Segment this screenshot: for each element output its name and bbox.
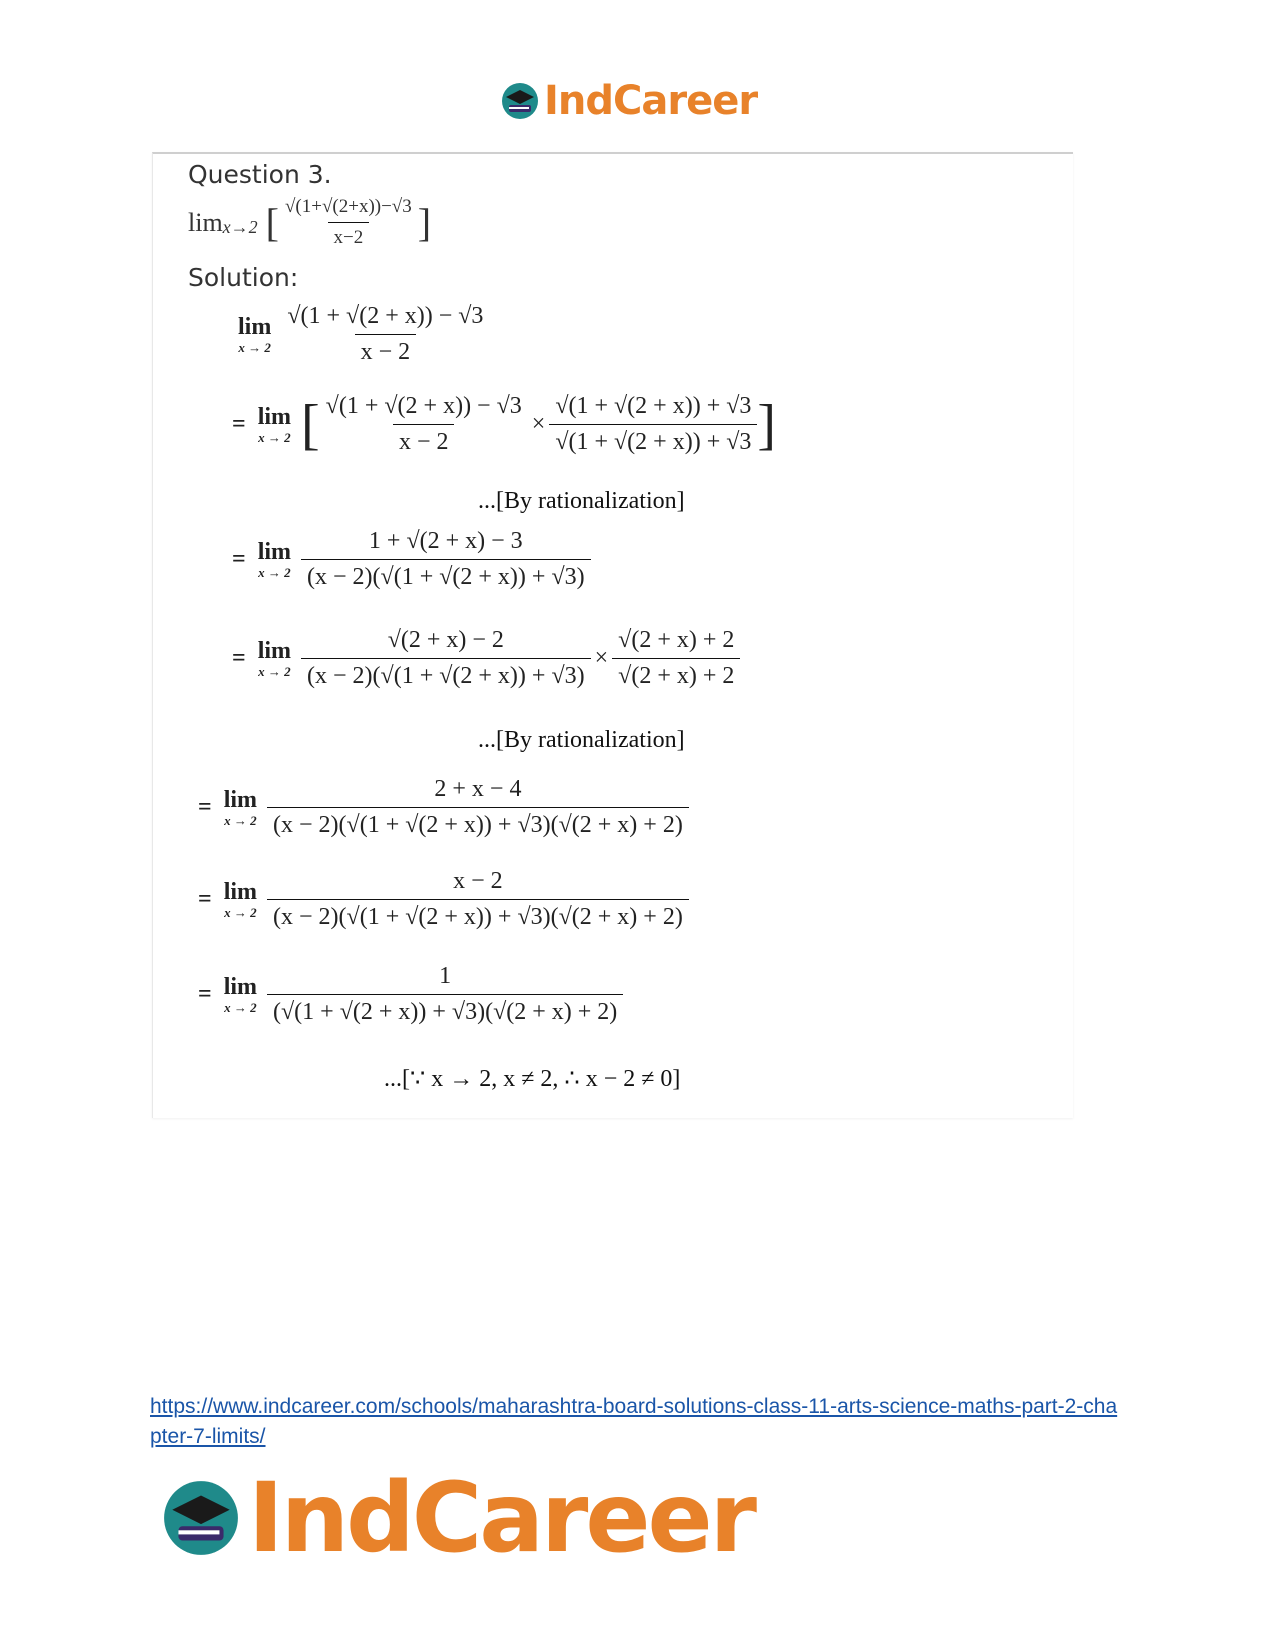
lim-subscript: x→2 bbox=[222, 217, 258, 237]
question-expression: lim x→2 [ $\frac{√(1+√(2+x))-√3}{x-2}$ ] bbox=[188, 196, 432, 248]
brand-wordmark-large: IndCareer bbox=[248, 1462, 754, 1574]
question-numerator: √(1+√(2+x))−√3 bbox=[285, 196, 412, 217]
question-fraction bbox=[279, 196, 418, 249]
solution-step-7: = lim x → 2 $\frac{1}{(√(1 + √(2 + x)) + √3)(√(2 + x) + 2)}$ bbox=[198, 963, 623, 1026]
graduation-cap-book-icon bbox=[160, 1477, 242, 1559]
solution-step-1: lim x → 2 $\frac{√(1 + √(2 + x)) - √3}{x - 2}$ bbox=[238, 303, 484, 365]
note-rationalization-1: ...[By rationalization] bbox=[478, 488, 685, 514]
question-title: Question 3. bbox=[188, 160, 332, 189]
solution-step-3: = lim x → 2 $\frac{1 + √(2 + x) - 3}{(x - 2)(√(1 + √(2 + x)) + √3)}$ bbox=[232, 528, 591, 591]
note-final-condition: ...[∵ x → 2, x ≠ 2, ∴ x − 2 ≠ 0] bbox=[384, 1066, 681, 1092]
solution-step-6: = lim x → 2 $\frac{x - 2}{(x - 2)(√(1 + √(2 + x)) + √3)(√(2 + x) + 2)}$ bbox=[198, 868, 689, 931]
brand-wordmark: IndCareer bbox=[544, 78, 758, 124]
solution-title: Solution: bbox=[188, 263, 299, 292]
footer-logo bbox=[160, 1462, 754, 1574]
graduation-cap-book-icon bbox=[500, 81, 540, 121]
solution-step-5: = lim x → 2 $\frac{2 + x - 4}{(x - 2)(√(1 + √(2 + x)) + √3)(√(2 + x) + 2)}$ bbox=[198, 776, 689, 839]
question-denominator: x−2 bbox=[328, 222, 370, 249]
note-rationalization-2: ...[By rationalization] bbox=[478, 727, 685, 753]
header-logo bbox=[500, 78, 757, 124]
solution-step-4: = lim x → 2 $\frac{√(2 + x) - 2}{(x - 2)(√(1 + √(2 + x)) + √3)}$ × $\frac{√(2 + x) + 2}{√(2 + x) + 2}$ bbox=[232, 627, 740, 690]
lim-label: lim bbox=[188, 207, 223, 237]
solution-step-2: = lim x → 2 [ $\frac{√(1 + √(2 + x)) - √3}{x - 2}$ × $\frac{√(1 + √(2 + x)) + √3}{√(1 + √(2 + x)) + √3}$ ] bbox=[232, 393, 777, 456]
source-url-link[interactable]: https://www.indcareer.com/schools/maharashtra-board-solutions-class-11-arts-science-maths-part-2-chapter-7-limits/ bbox=[150, 1395, 1118, 1448]
